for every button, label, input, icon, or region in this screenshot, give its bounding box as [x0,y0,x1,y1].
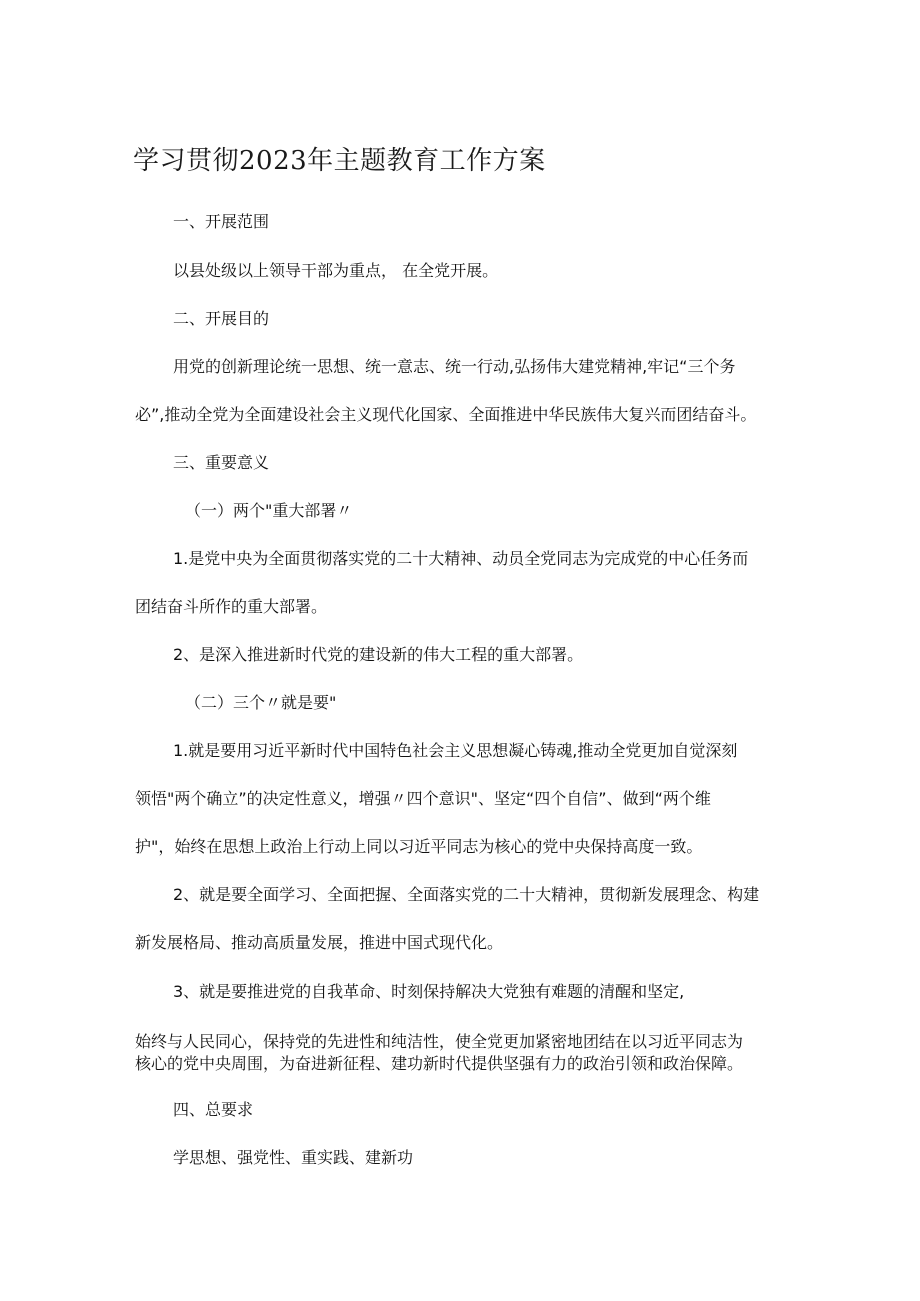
paragraph-purpose-line-2: 必”,推动全党为全面建设社会主义现代化国家、全面推进中华民族伟大复兴而团结奋斗。 [135,405,757,424]
must-1-line-1: 1.就是要用习近平新时代中国特色社会主义思想凝心铸魂,推动全党更加自觉深刻 [173,741,738,760]
must-3-continuation [135,1031,795,1075]
item-1-line-1: 1.是党中央为全面贯彻落实党的二十大精神、动员全党同志为完成党的中心任务而 [173,549,749,568]
section-heading-requirements: 四、总要求 [173,1100,254,1119]
section-heading-purpose: 二、开展目的 [173,309,270,328]
item-2: 2、是深入推进新时代党的建设新的伟大工程的重大部署。 [173,645,584,664]
paragraph-scope: 以县处级以上领导干部为重点， 在全党开展。 [173,261,499,280]
must-3-line-1: 3、就是要推进党的自我革命、时刻保持解决大党独有难题的清醒和坚定, [173,982,685,1001]
paragraph-purpose-line-1: 用党的创新理论统一思想、统一意志、统一行动,弘扬伟大建党精神,牢记“三个务 [173,357,736,376]
item-1-line-2: 团结奋斗所作的重大部署。 [135,597,328,616]
must-3-line-3: 核心的党中央周围，为奋进新征程、建功新时代提供坚强有力的政治引领和政治保障。 [135,1054,744,1073]
paragraph-requirements: 学思想、强党性、重实践、建新功 [173,1148,414,1167]
must-1-line-3: 护"，始终在思想上政治上行动上同以习近平同志为核心的党中央保持高度一致。 [135,837,703,856]
must-2-line-1: 2、就是要全面学习、全面把握、全面落实党的二十大精神，贯彻新发展理念、构建 [173,885,760,904]
section-heading-scope: 一、开展范围 [173,212,270,231]
must-2-line-2: 新发展格局、推动高质量发展，推进中国式现代化。 [135,933,504,952]
document-title: 学习贯彻2023年主题教育工作方案 [133,146,546,176]
subheading-three-musts: （二）三个〃就是要" [185,693,337,712]
subheading-two-deployments: （一）两个"重大部署〃 [185,501,353,520]
must-1-line-2: 领悟"两个确立”的决定性意义，增强〃四个意识"、坚定“四个自信”、做到“两个维 [135,789,711,808]
must-3-line-2: 始终与人民同心，保持党的先进性和纯洁性，使全党更加紧密地团结在以习近平同志为 [135,1032,744,1051]
section-heading-significance: 三、重要意义 [173,453,270,472]
